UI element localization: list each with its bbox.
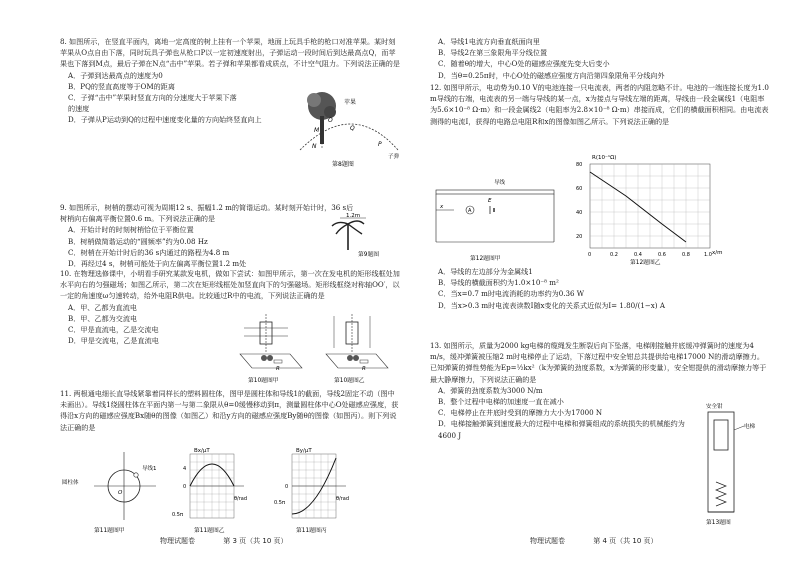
question-9-option-a: A．开始计时的时刻树梢恰位于平衡位置 [68,225,194,235]
question-13-option-a: A．弹簧的劲度系数为3000 N/m [438,385,543,395]
svg-text:80: 80 [576,162,583,168]
question-8-stem: 8. 如图所示，在竖直平面内，离地一定高度的树上挂有一个苹果，地面上玩具手枪的枪口对准苹果。某时刻苹果从O点自由下落，同时玩具子弹也从枪口P以一定初速度射出，子弹运动一段时间后到达最高点Q，而苹果也下落到M点，最后子弹在N点“击中”苹果。若子弹和苹果都看成质点，不计空气阻力。下列说法正确的是 [60,37,400,69]
svg-text:O: O [118,490,123,496]
svg-text:By/μT: By/μT [296,448,312,454]
question-8-option-a: A．子弹到达最高点的速度为0 [68,70,163,80]
figure-8 [292,88,404,170]
question-11-option-c: C．随着θ的增大，中心O处的磁感应强度先变大后变小 [438,59,610,69]
figure-12-b [576,154,722,266]
question-9-stem: 9. 如图所示，树梢的摆动可视为周期12 s、振幅1.2 m的简谐运动。某时刻开始计时，36 s后树梢向右偏离平衡位置0.6 m。下列说法正确的是 [60,203,354,224]
figure-9 [318,212,398,260]
question-10-option-c: C．甲是直流电，乙是交流电 [68,325,159,335]
figure-11-caption-a: 第11题图甲 [94,528,125,534]
svg-text:20: 20 [576,234,583,240]
question-11-options [430,36,770,81]
svg-text:R: R [276,366,280,372]
question-11-option-b: B．导线2在第三象限角平分线位置 [438,48,548,58]
question-12-option-a: A．导线的左边部分为金属线1 [438,267,533,276]
svg-text:M: M [314,127,320,134]
question-10-option-a: A．甲、乙都为直流电 [68,302,137,312]
svg-text:0.2: 0.2 [610,252,618,258]
svg-text:1.2m: 1.2m [346,213,361,219]
svg-text:子弹: 子弹 [388,154,400,160]
svg-text:40: 40 [576,210,583,216]
question-8-option-c: C．子弹“击中”苹果时竖直方向的分速度大于苹果下落的速度 [68,93,237,114]
svg-text:0: 0 [285,484,289,490]
figure-11 [60,446,400,534]
question-11 [60,388,400,433]
svg-text:θ/rad: θ/rad [234,496,248,502]
figure-12-caption-a: 第12题图甲 [470,256,501,262]
figure-10-caption-a: 第10题图甲 [248,378,279,384]
svg-text:0.6: 0.6 [658,252,666,258]
figure-12 [430,150,770,266]
figure-13 [698,400,768,530]
svg-text:导线: 导线 [494,180,506,186]
left-footer-page: 第 3 页（共 10 页） [223,537,288,545]
svg-text:Bx/μT: Bx/μT [194,448,210,454]
question-9-option-c: C．树梢在开始计时后的36 s内通过的路程为4.8 m [68,247,230,257]
left-footer-name: 物理试题卷 [160,537,195,545]
svg-text:安全钳: 安全钳 [706,404,723,410]
question-13-option-c: C．电梯停止在井底时受到的摩擦力大小为17000 N [438,408,603,418]
svg-text:R: R [362,366,366,372]
figure-8-caption: 第8题图 [332,161,354,168]
svg-text:A: A [468,208,472,214]
svg-text:0.8: 0.8 [682,252,690,258]
right-page [430,0,770,561]
figure-12-caption-b: 第12题图乙 [630,260,661,266]
right-footer [530,536,658,546]
question-10-stem: 10. 在物理选修课中，小明看手研究某款发电机，做如下尝试：如图甲所示，第一次在发电机的矩形线框处加水平向右的匀强磁场；如图乙所示，第二次在矩形线框处加竖直向下的匀强磁场。矩形线框绕对称轴OO′，以一定的角速度ω匀速转动，给外电阻R供电。比较通过R中的电流，下列说法正确的是 [60,269,400,301]
svg-text:0.5π: 0.5π [274,500,285,506]
svg-text:0: 0 [183,484,187,490]
question-13-stem: 13. 如图所示，质量为2000 kg电梯的缆绳发生断裂后向下坠落，电梯刚接触井底缓冲弹簧时的速度为4 m/s，缓冲弹簧被压缩2 m时电梯停止了运动，下落过程中安全钳总共提供给电梯17000 N的滑动摩擦力。已知弹簧的弹性势能为Ep=½kx²（k为弹簧的劲度系数，x为弹簧的形变量），安全钳提供的滑动摩擦力等于最大静摩擦力，下列说法正确的是 [430,341,767,384]
svg-text:O: O [328,117,333,124]
svg-text:电梯: 电梯 [744,424,756,430]
svg-text:0.4: 0.4 [634,252,642,258]
question-11-stem: 11. 两根通电细长直导线紧靠着同样长的塑料圆柱体，图甲是圆柱体和导线1的截面，导线2固定不动（图中未画出）。导线1绕圆柱体在平面内第一与第二象限从θ=0缓慢移动到π，测量圆柱体中心O处磁感应强度，获得沿x方向的磁感应强度Bx随θ的图像（如图乙）和沿y方向的磁感应强度By随θ的图像（如图丙）。则下列说法正确的是 [60,389,399,432]
svg-text:4: 4 [183,466,187,472]
right-footer-name: 物理试题卷 [530,537,565,545]
question-8-option-b: B．PQ的竖直高度等于OM的距离 [68,81,175,91]
question-12-option-d: D．当x>0.3 m时电流表读数I随x变化的关系式近似为I= 1.80/(1−x) A [438,300,665,310]
svg-text:0: 0 [588,252,592,258]
figure-9-caption: 第9题图 [358,252,380,258]
svg-text:60: 60 [576,186,583,192]
left-page [60,0,400,561]
figure-11-a [62,452,157,534]
question-9-option-d: D．再经过4 s，树梢可能处于向左偏离平衡位置1.2 m处 [68,259,247,269]
svg-text:x/m: x/m [712,250,723,256]
figure-11-caption-c: 第11题图丙 [296,528,327,534]
question-10-option-b: B．甲、乙都为交流电 [68,313,138,323]
wire [436,190,554,194]
question-12-options [430,266,770,311]
question-11-option-a: A．导线1电流方向垂直纸面向里 [438,37,540,46]
question-9-option-b: B．树梢做简谐运动的“圆频率”约为0.08 Hz [68,236,208,246]
figure-10 [230,308,402,388]
figure-10-b [326,314,388,384]
question-12-stem: 12. 如图甲所示，电动势为0.10 V的电池连接一只电流表，两者的内阻忽略不计。电池的一端连接长度为1.0 m导线的右端，电流表的另一端与导线的某一点，x为接点与导线左端的距离，导线由一段金属线1（电阻率为5.6×10⁻⁸ Ω·m）和一段金属线2（电阻率为2.8×10⁻⁸ Ω·m）串接而成，它们的横截面积相同。由电流表测得的电流I，获得的电路总电阻R和x的图像如图乙所示。下列说法正确的是 [430,83,769,126]
question-12-option-c: C．当x=0.7 m时电流消耗的功率约为0.36 W [438,289,585,299]
figure-13-caption: 第13题图 [706,520,731,526]
svg-text:Q: Q [350,125,355,132]
svg-text:1.0: 1.0 [704,252,712,258]
svg-text:θ/rad: θ/rad [336,496,350,502]
right-footer-page: 第 4 页（共 10 页） [593,537,658,545]
question-12 [430,82,770,127]
figure-10-caption-b: 第10题图乙 [334,378,365,384]
elevator-car [714,420,728,450]
buffer-spring [716,482,726,506]
svg-text:E: E [488,198,492,204]
left-footer [160,536,288,546]
question-13-option-d: D．电梯接触弹簧到速度最大的过程中电梯和弹簧组成的系统损失的机械能约为4600 J [438,419,685,440]
wire-1 [134,473,138,477]
figure-11-c [274,448,349,534]
question-13-option-b: B．整个过程中电梯的加速度一直在减小 [438,397,564,407]
svg-text:圆柱体: 圆柱体 [62,480,79,486]
svg-text:R(10⁻¹Ω): R(10⁻¹Ω) [592,155,617,161]
question-8-option-d: D．子弹从P运动到Q的过程中速度变化量的方向始终竖直向上 [68,115,262,125]
svg-text:P: P [378,141,382,148]
figure-10-a [240,314,302,384]
question-12-option-b: B．导线的横截面积约为1.0×10⁻⁸ m² [438,278,559,288]
figure-11-b [172,448,247,534]
question-11-option-d: D．当θ=0.25π时，中心O处的磁感应强度方向沿第四象限角平分线向外 [438,70,665,80]
question-10-option-d: D．甲是交流电，乙是直流电 [68,336,159,346]
svg-text:N: N [312,143,317,150]
svg-text:导线1: 导线1 [142,466,157,472]
figure-11-caption-b: 第11题图乙 [194,528,225,534]
apple-label: 苹果 [344,99,357,106]
svg-text:x: x [440,204,444,210]
figure-12-a [436,178,554,262]
svg-text:0.5π: 0.5π [172,512,183,518]
